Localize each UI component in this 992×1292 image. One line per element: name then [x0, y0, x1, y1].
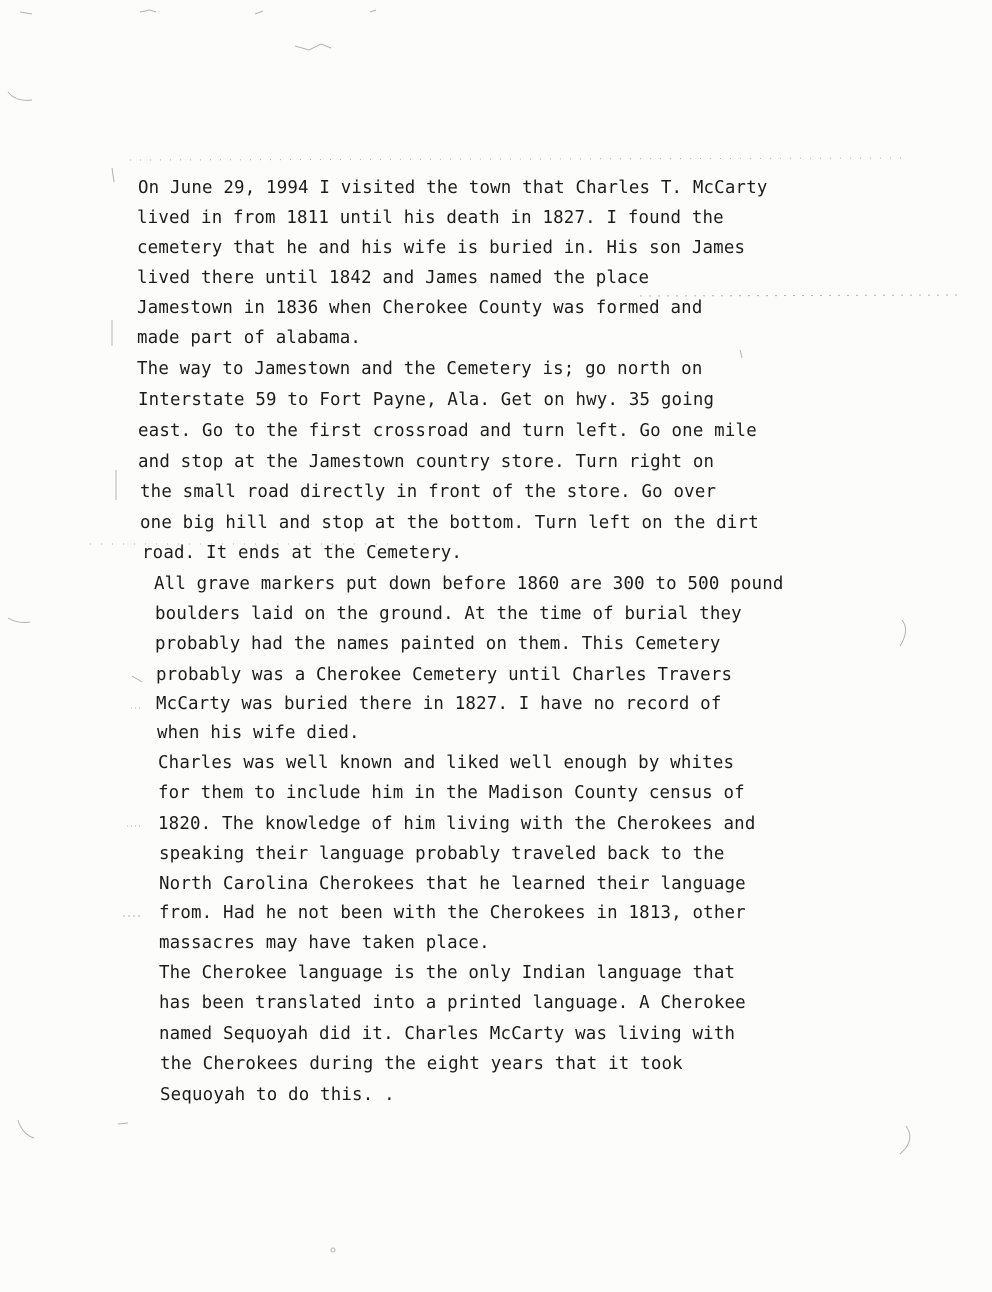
text-line: The way to Jamestown and the Cemetery is; go north on: [137, 359, 703, 379]
text-line: massacres may have taken place.: [159, 933, 490, 953]
text-line: from. Had he not been with the Cherokees in 1813, other: [159, 903, 746, 923]
text-line: probably was a Cherokee Cemetery until Charles Travers: [156, 665, 733, 685]
text-line: Sequoyah to do this. .: [160, 1085, 395, 1105]
text-line: On June 29, 1994 I visited the town that Charles T. McCarty: [138, 178, 768, 198]
text-line: lived there until 1842 and James named the place: [137, 268, 650, 288]
text-line: speaking their language probably traveled back to the: [159, 844, 725, 864]
text-line: the small road directly in front of the store. Go over: [140, 482, 717, 502]
text-line: east. Go to the first crossroad and turn left. Go one mile: [138, 421, 757, 441]
text-line: Charles was well known and liked well enough by whites: [158, 753, 735, 773]
text-line: Interstate 59 to Fort Payne, Ala. Get on hwy. 35 going: [138, 390, 715, 410]
text-line: North Carolina Cherokees that he learned their language: [159, 874, 746, 894]
text-line: The Cherokee language is the only Indian language that: [159, 963, 736, 983]
text-line: probably had the names painted on them. This Cemetery: [155, 634, 721, 654]
text-line: named Sequoyah did it. Charles McCarty was living with: [159, 1024, 736, 1044]
text-line: McCarty was buried there in 1827. I have no record of: [156, 694, 722, 714]
text-line: made part of alabama.: [137, 328, 362, 348]
text-line: boulders laid on the ground. At the time of burial they: [155, 604, 742, 624]
text-line: All grave markers put down before 1860 are 300 to 500 pound: [154, 574, 784, 594]
text-line: the Cherokees during the eight years that it took: [160, 1054, 683, 1074]
text-line: has been translated into a printed language. A Cherokee: [159, 993, 746, 1013]
text-line: Jamestown in 1836 when Cherokee County was formed and: [137, 298, 703, 318]
text-line: when his wife died.: [157, 723, 360, 743]
text-line: one big hill and stop at the bottom. Turn left on the dirt: [140, 513, 759, 533]
text-line: lived in from 1811 until his death in 1827. I found the: [137, 208, 724, 228]
text-line: for them to include him in the Madison County census of: [158, 783, 745, 803]
text-line: cemetery that he and his wife is buried in. His son James: [137, 238, 746, 258]
text-line: 1820. The knowledge of him living with the Cherokees and: [158, 814, 756, 834]
text-line: road. It ends at the Cemetery.: [142, 543, 463, 563]
text-line: and stop at the Jamestown country store. Turn right on: [138, 452, 715, 472]
